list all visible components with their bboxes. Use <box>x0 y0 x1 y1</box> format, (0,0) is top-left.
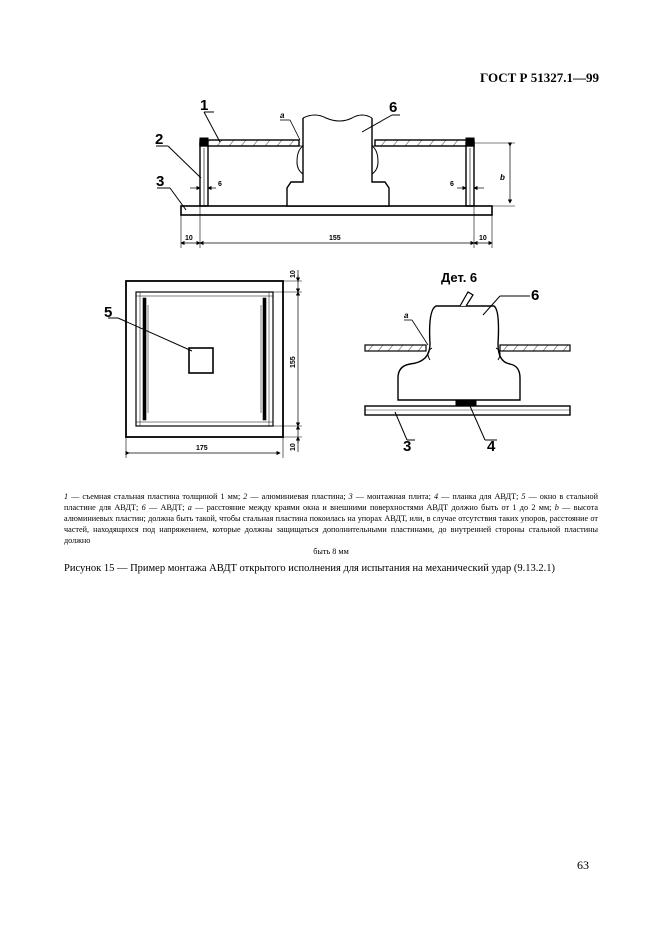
document-header: ГОСТ Р 51327.1—99 <box>480 70 599 85</box>
figure-legend: 1 — съемная стальная пластина толщиной 1 мм; 2 — алюминиевая пластина; 3 — монтажная плита; 4 — планка для АВДТ; 5 — окно в стальной пластине для АВДТ; 6 — АВДТ; а — расстояние между краями окна и внешними поверхностями АВДТ должно быть от 1 до 2 мм; b — высота алюминиевых пластин; должна быть такой, чтобы стальная пластина покоилась на упорах АВДТ, или, в случае отсутствия таких упоров, расстояние от частей, находящихся под напряжением, которые должны защищаться дополнительными пластинами, до внутренней стороны стальной пластины должно быть 8 мм <box>64 492 599 556</box>
page-number: 63 <box>577 858 589 872</box>
dim-10-right: 10 <box>479 235 487 242</box>
detail-label-a: а <box>404 311 409 320</box>
dim-6-right: 6 <box>450 181 454 188</box>
dim-10-top: 10 <box>290 270 297 278</box>
figure-caption: Рисунок 15 — Пример монтажа АВДТ открытого исполнения для испытания на механический удар (9.13.2.1) <box>64 563 556 574</box>
label-3: 3 <box>156 173 165 190</box>
dim-155: 155 <box>329 235 341 242</box>
dim-10-bottom: 10 <box>290 443 297 451</box>
dim-10-left: 10 <box>185 235 193 242</box>
section-view <box>156 112 515 248</box>
label-b: b <box>500 173 505 182</box>
plan-view <box>108 270 302 458</box>
label-2: 2 <box>155 131 164 148</box>
dim-6-left: 6 <box>218 181 222 188</box>
label-1: 1 <box>200 97 209 114</box>
detail-label-6: 6 <box>531 287 540 304</box>
detail-label-3: 3 <box>403 438 412 455</box>
detail-title: Дет. 6 <box>441 270 478 285</box>
dim-155-vertical: 155 <box>290 356 297 368</box>
label-a: а <box>280 111 285 120</box>
label-6: 6 <box>389 99 398 116</box>
detail-label-4: 4 <box>487 438 496 455</box>
detail-view <box>365 292 570 440</box>
label-5: 5 <box>104 304 113 321</box>
dim-175: 175 <box>196 445 208 452</box>
